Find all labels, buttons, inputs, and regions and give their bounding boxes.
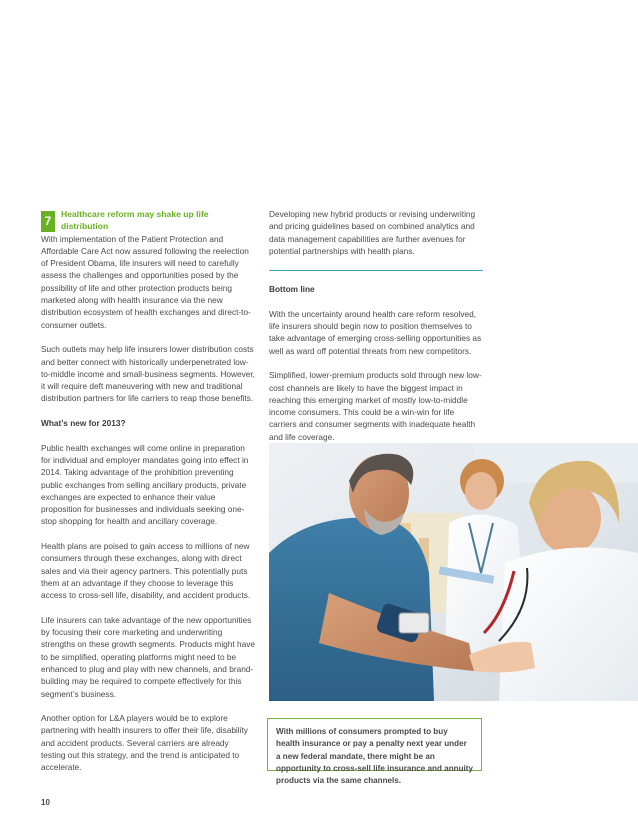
right-column: [269, 208, 483, 469]
page-number: 10: [41, 798, 50, 807]
body-paragraph: Life insurers can take advantage of the new opportunities by focusing their core marketing and underwriting strengths on these growth segments. Products might have to be simplified, operating platforms might need to be enhanced to plug and play with new channels, and brand-building may be required to compete effectively for this segment’s business.: [41, 614, 255, 699]
body-paragraph: Such outlets may help life insurers lower distribution costs and better connect with historically underpenetrated low-to-middle income and small-business segments. However, it will require deft maneuvering with new and traditional distribution partners for life carriers to reap those benefits.: [41, 344, 255, 404]
callout-box: [267, 718, 482, 786]
bottom-line-heading: Bottom line: [269, 284, 315, 295]
section-header: [41, 208, 255, 233]
body-paragraph: With implementation of the Patient Protection and Affordable Care Act now assured following the reelection of President Obama, life insurers will need to carefully assess the challenges and opportunities posed by the possibility of life and other protection products being marketed along with health insurance via the new distribution ecosystem of health exchanges and direct-to-consumer outlets.: [41, 233, 251, 330]
section-divider: [269, 270, 483, 271]
body-paragraph: Another option for L&A players would be to explore partnering with health insurers to offer their life, disability and accident products. Several carriers are already testing out this strategy, and the trend is anticipated to accelerate.: [41, 713, 248, 773]
body-paragraph: Simplified, lower-premium products sold through new low-cost channels are likely to have the biggest impact in reaching this emerging market of mostly low-to-middle income consumers. This could be a win-win for life carriers and consumer segments with inadequate health and life coverage.: [269, 370, 482, 442]
doctor-patient-photo: [269, 443, 638, 701]
body-paragraph: With the uncertainty around health care reform resolved, life insurers should begin now to position themselves to take advantage of emerging cross-selling opportunities as well as ward off potential threats from new competitors.: [269, 308, 482, 356]
subheading: What’s new for 2013?: [41, 418, 126, 429]
body-paragraph: Health plans are poised to gain access to millions of new consumers through these exchanges, along with direct sales and via their agency partners. This potentially puts them at an advantage if they choose to leverage this access to cross-sell life, disability, and accident products.: [41, 541, 251, 601]
body-paragraph: Developing new hybrid products or revising underwriting and pricing guidelines based on combined analytics and data management capabilities are further avenues for potential partnerships with health plans.: [269, 209, 476, 256]
callout-text: With millions of consumers prompted to buy health insurance or pay a penalty next year under a new federal mandate, there might be an opportunity to cross-sell life insurance and annuity products via the same channels.: [276, 727, 473, 786]
body-paragraph: Public health exchanges will come online in preparation for individual and employer mandates going into effect in 2014. Taking advantage of the prohibition preventing public exchanges from selling ancillary products, private exchanges are expected to enhance their value proposition for businesses and individuals seeking one-stop shopping for health and ancillary coverage.: [41, 442, 249, 527]
section-number-badge: 7: [41, 211, 55, 232]
section-title: Healthcare reform may shake up life distribution: [61, 209, 209, 232]
left-column: [41, 208, 255, 786]
